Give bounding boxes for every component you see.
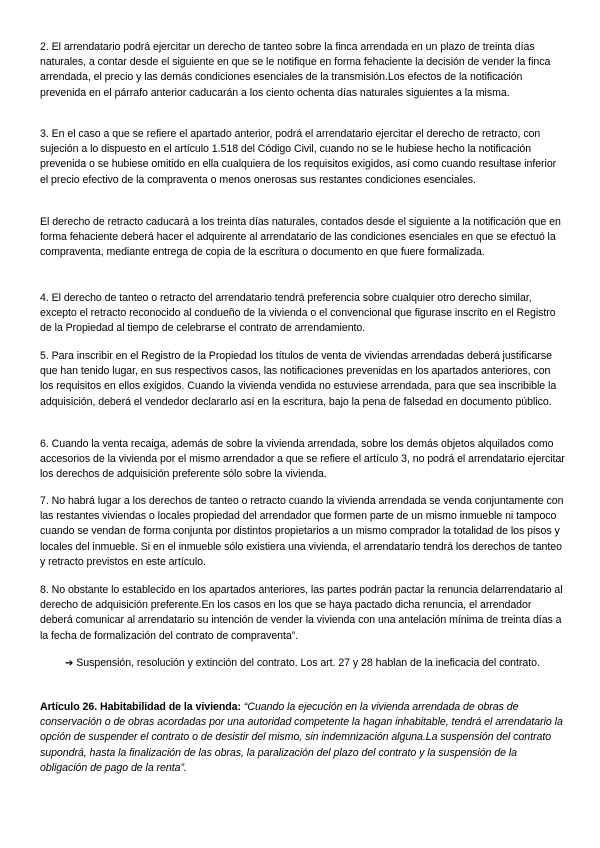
- article-26-quote: “Cuando la ejecución en la vivienda arrendada de obras de conservación o de obras acordadas por una autoridad competente la hagan inhabitable, tendrá el arrendatario la opción de suspender el contrato o de desistir del mismo, sin indemnización alguna.La suspensión del contrato supondrá, hasta la finalización de las obras, la paralización del plazo del contrato y la suspensión de la obligación de pago de la renta”.: [40, 701, 563, 774]
- right-arrow-icon: ➔: [65, 658, 74, 669]
- paragraph-2: 2. El arrendatario podrá ejercitar un derecho de tanteo sobre la finca arrendada en un plazo de treinta días naturales, a contar desde el siguiente en que se le notifique en forma fehaciente la decisión de vender la finca arrendada, el precio y las demás condiciones esenciales de la transmisión.Los efectos de la notificación prevenida en el párrafo anterior caducarán a los ciento ochenta días naturales siguientes a la misma.: [40, 41, 551, 99]
- paragraph-retracto-plazo: El derecho de retracto caducará a los treinta días naturales, contados desde el siguiente a la notificación que en forma fehaciente deberá hacer el adquirente al arrendatario de las condiciones esenciales en que se efectuó la compraventa, mediante entrega de copia de la escritura o documento en que fuere formalizada.: [40, 216, 561, 259]
- paragraph-3: 3. En el caso a que se refiere el apartado anterior, podrá el arrendatario ejercitar el derecho de retracto, con sujeción a lo dispuesto en el artículo 1.518 del Código Civil, cuando no se le hubiese hecho la notificación prevenida o se hubiese omitido en ella cualquiera de los requisitos exigidos, así como cuando resultase inferior el precio efectivo de la compraventa o menos onerosas sus restantes condiciones esenciales.: [40, 128, 557, 186]
- paragraph-4: 4. El derecho de tanteo o retracto del arrendatario tendrá preferencia sobre cualquier otro derecho similar, excepto el retracto reconocido al condueño de la vivienda o el convencional que figurase inscrito en el Registro de la Propiedad al tiempo de celebrarse el contrato de arrendamiento.: [40, 292, 556, 335]
- paragraph-7: 7. No habrá lugar a los derechos de tanteo o retracto cuando la vivienda arrendada se venda conjuntamente con las restantes viviendas o locales propiedad del arrendador que formen parte de un mismo inmueble ni tampoco cuando se vendan de forma conjunta por distintos propietarios a un mismo comprador la totalidad de los pisos y locales del inmueble. Si en el inmueble sólo existiera una vivienda, el arrendatario tendrá los derechos de tanteo y retracto previstos en este artículo.: [40, 495, 564, 568]
- bullet-text: Suspensión, resolución y extinción del contrato. Los art. 27 y 28 hablan de la ineficacia del contrato.: [76, 657, 540, 669]
- paragraph-6: 6. Cuando la venta recaiga, además de sobre la vivienda arrendada, sobre los demás objetos alquilados como accesorios de la vivienda por el mismo arrendador a que se refiere el artículo 3, no podrá el arrendatario ejercitar los derechos de adquisición preferente sólo sobre la vivienda.: [40, 438, 565, 481]
- paragraph-8: 8. No obstante lo establecido en los apartados anteriores, las partes podrán pactar la renuncia delarrendatario al derecho de adquisición preferente.En los casos en los que se haya pactado dicha renuncia, el arrendador deberá comunicar al arrendatario su intención de vender la vivienda con una antelación mínima de treinta días a la fecha de formalización del contrato de compraventa”.: [40, 584, 563, 642]
- paragraph-5: 5. Para inscribir en el Registro de la Propiedad los títulos de venta de viviendas arrendadas deberá justificarse que han tenido lugar, en sus respectivos casos, las notificaciones prevenidas en los apartados anteriores, con los requisitos en ellos exigidos. Cuando la vivienda vendida no estuviese arrendada, para que sea inscribible la adquisición, deberá el vendedor declararlo así en la escritura, bajo la pena de falsedad en documento público.: [40, 350, 557, 408]
- article-26: [40, 700, 565, 776]
- bullet-item: [40, 656, 565, 671]
- article-26-heading: Artículo 26. Habitabilidad de la vivienda:: [40, 701, 241, 713]
